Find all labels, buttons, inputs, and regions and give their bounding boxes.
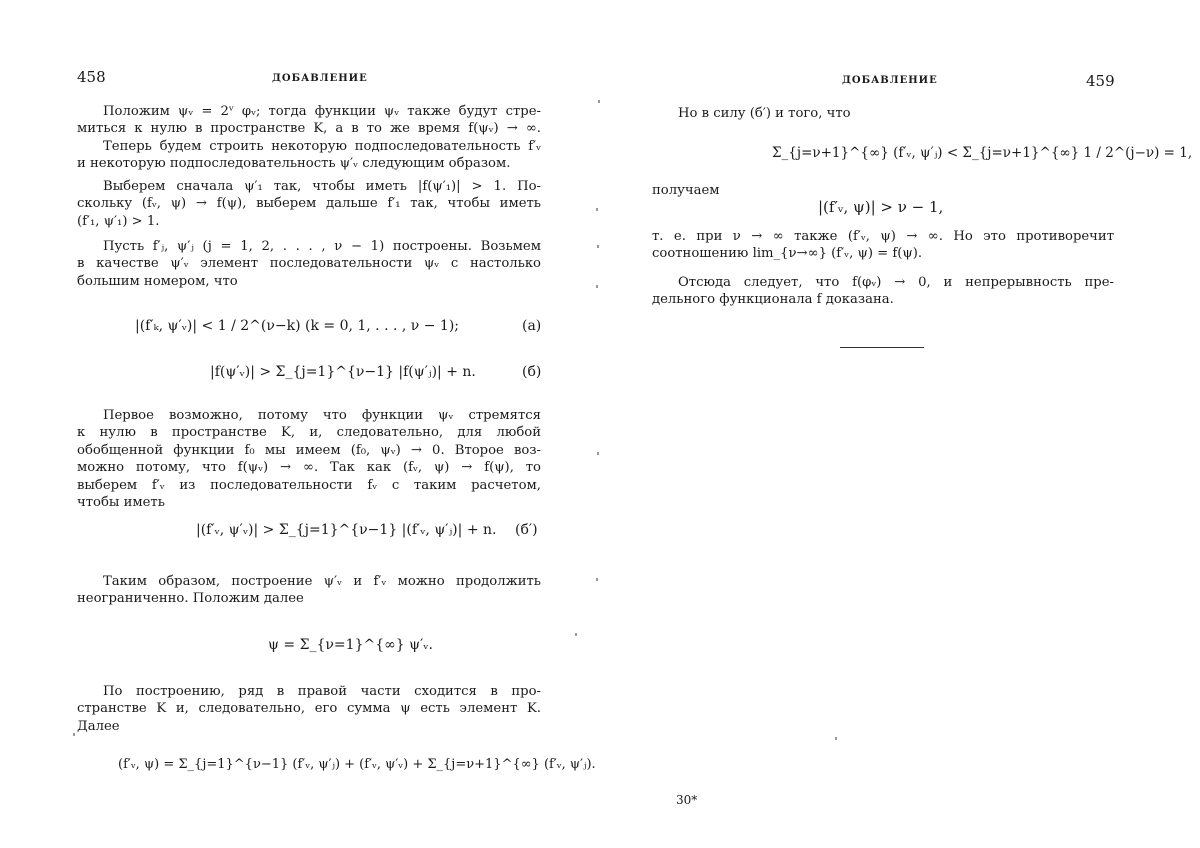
scan-speck: [835, 737, 837, 740]
text-line: чтобы иметь: [77, 495, 165, 511]
equation-psi: ψ = Σ_{ν=1}^{∞} ψ′ᵥ.: [268, 637, 433, 653]
text-line: Положим ψᵥ = 2ᵛ φᵥ; тогда функции ψᵥ также будут стре-: [103, 104, 541, 119]
equation-final: (f′ᵥ, ψ) = Σ_{j=1}^{ν−1} (f′ᵥ, ψ′ⱼ) + (f′ᵥ, ψ′ᵥ) + Σ_{j=ν+1}^{∞} (f′ᵥ, ψ′ⱼ).: [118, 757, 596, 772]
end-rule: [840, 347, 924, 348]
text-line: и некоторую подпоследовательность ψ′ᵥ следующим образом.: [77, 156, 511, 172]
text-line: странстве K и, следовательно, его сумма ψ есть элемент K.: [77, 701, 541, 717]
scan-speck: [598, 100, 600, 103]
paragraph-3: [77, 238, 541, 290]
text-line: миться к нулю в пространстве K, а в то же время f(ψᵥ) → ∞.: [77, 121, 541, 137]
scan-speck: [73, 733, 75, 736]
page-number-left: 458: [77, 68, 106, 86]
text-line: получаем: [652, 183, 720, 198]
equation-a: |(f′ₖ, ψ′ᵥ)| < 1 / 2^(ν−k) (k = 0, 1, . . . , ν − 1);: [135, 318, 460, 334]
scan-speck: [596, 285, 598, 288]
text-line: т. е. при ν → ∞ также (f′ᵥ, ψ) → ∞. Но это противоречит: [652, 229, 1114, 244]
paragraph-r3: [652, 228, 1114, 263]
text-line: большим номером, что: [77, 273, 238, 289]
scan-speck: [597, 245, 599, 248]
text-line: к нулю в пространстве K, и, следовательно, для любой: [77, 425, 541, 441]
text-line: неограниченно. Положим далее: [77, 591, 304, 607]
text-line: дельного функционала f доказана.: [652, 292, 894, 308]
text-line: Выберем сначала ψ′₁ так, чтобы иметь |f(ψ′₁)| > 1. По-: [103, 179, 541, 194]
scan-speck: [596, 208, 598, 211]
equation-r1: Σ_{j=ν+1}^{∞} (f′ᵥ, ψ′ⱼ) < Σ_{j=ν+1}^{∞} 1 / 2^(j−ν) = 1,: [772, 145, 1193, 161]
scan-speck: [596, 578, 598, 581]
text-line: (f′₁, ψ′₁) > 1.: [77, 213, 160, 229]
text-line: Далее: [77, 718, 120, 734]
signature-mark: 30*: [676, 793, 698, 807]
text-line: в качестве ψ′ᵥ элемент последовательности ψᵥ с настолько: [77, 256, 541, 272]
text-line: обобщенной функции f₀ мы имеем (f₀, ψᵥ) → 0. Второе воз-: [77, 442, 541, 458]
scan-speck: [597, 452, 599, 455]
equation-b-tag: (б): [522, 364, 542, 380]
text-line: скольку (fᵥ, ψ) → f(ψ), выберем дальше f′₁ так, чтобы иметь: [77, 196, 541, 212]
paragraph-4: [77, 407, 541, 511]
paragraph-5: [77, 573, 541, 608]
equation-r2: |(f′ᵥ, ψ)| > ν − 1,: [818, 198, 944, 216]
equation-a-tag: (а): [522, 318, 542, 334]
running-head-right: ДОБАВЛЕНИЕ: [842, 75, 938, 86]
paragraph-1: [77, 103, 541, 173]
paragraph-2: [77, 178, 541, 230]
equation-b-prime: |(f′ᵥ, ψ′ᵥ)| > Σ_{j=1}^{ν−1} |(f′ᵥ, ψ′ⱼ)| + n.: [196, 522, 497, 538]
right-page: [600, 0, 1200, 848]
text-line: выберем f′ᵥ из последовательности fᵥ с таким расчетом,: [77, 477, 541, 493]
equation-b: |f(ψ′ᵥ)| > Σ_{j=1}^{ν−1} |f(ψ′ⱼ)| + n.: [210, 364, 476, 380]
scan-speck: [575, 633, 577, 636]
text-line: Отсюда следует, что f(φᵥ) → 0, и непрерывность пре-: [678, 275, 1114, 290]
text-line: Таким образом, построение ψ′ᵥ и f′ᵥ можно продолжить: [103, 574, 541, 589]
running-head-left: ДОБАВЛЕНИЕ: [272, 73, 368, 84]
paragraph-r2: [652, 182, 1114, 199]
text-line: соотношению lim_{ν→∞} (f′ᵥ, ψ) = f(ψ).: [652, 246, 923, 262]
paragraph-r1: [652, 105, 1114, 122]
text-line: Теперь будем строить некоторую подпоследовательность f′ᵥ: [103, 138, 541, 154]
page-number-right: 459: [1086, 72, 1115, 90]
paragraph-r4: [652, 274, 1114, 309]
text-line: По построению, ряд в правой части сходится в про-: [103, 684, 541, 699]
text-line: Первое возможно, потому что функции ψᵥ стремятся: [103, 408, 541, 423]
text-line: Но в силу (б′) и того, что: [678, 106, 851, 121]
text-line: Пусть f′ⱼ, ψ′ⱼ (j = 1, 2, . . . , ν − 1) построены. Возьмем: [103, 239, 541, 254]
text-line: можно потому, что f(ψᵥ) → ∞. Так как (fᵥ, ψ) → f(ψ), то: [77, 460, 541, 476]
paragraph-6: [77, 683, 541, 735]
equation-b-prime-tag: (б′): [515, 522, 538, 538]
